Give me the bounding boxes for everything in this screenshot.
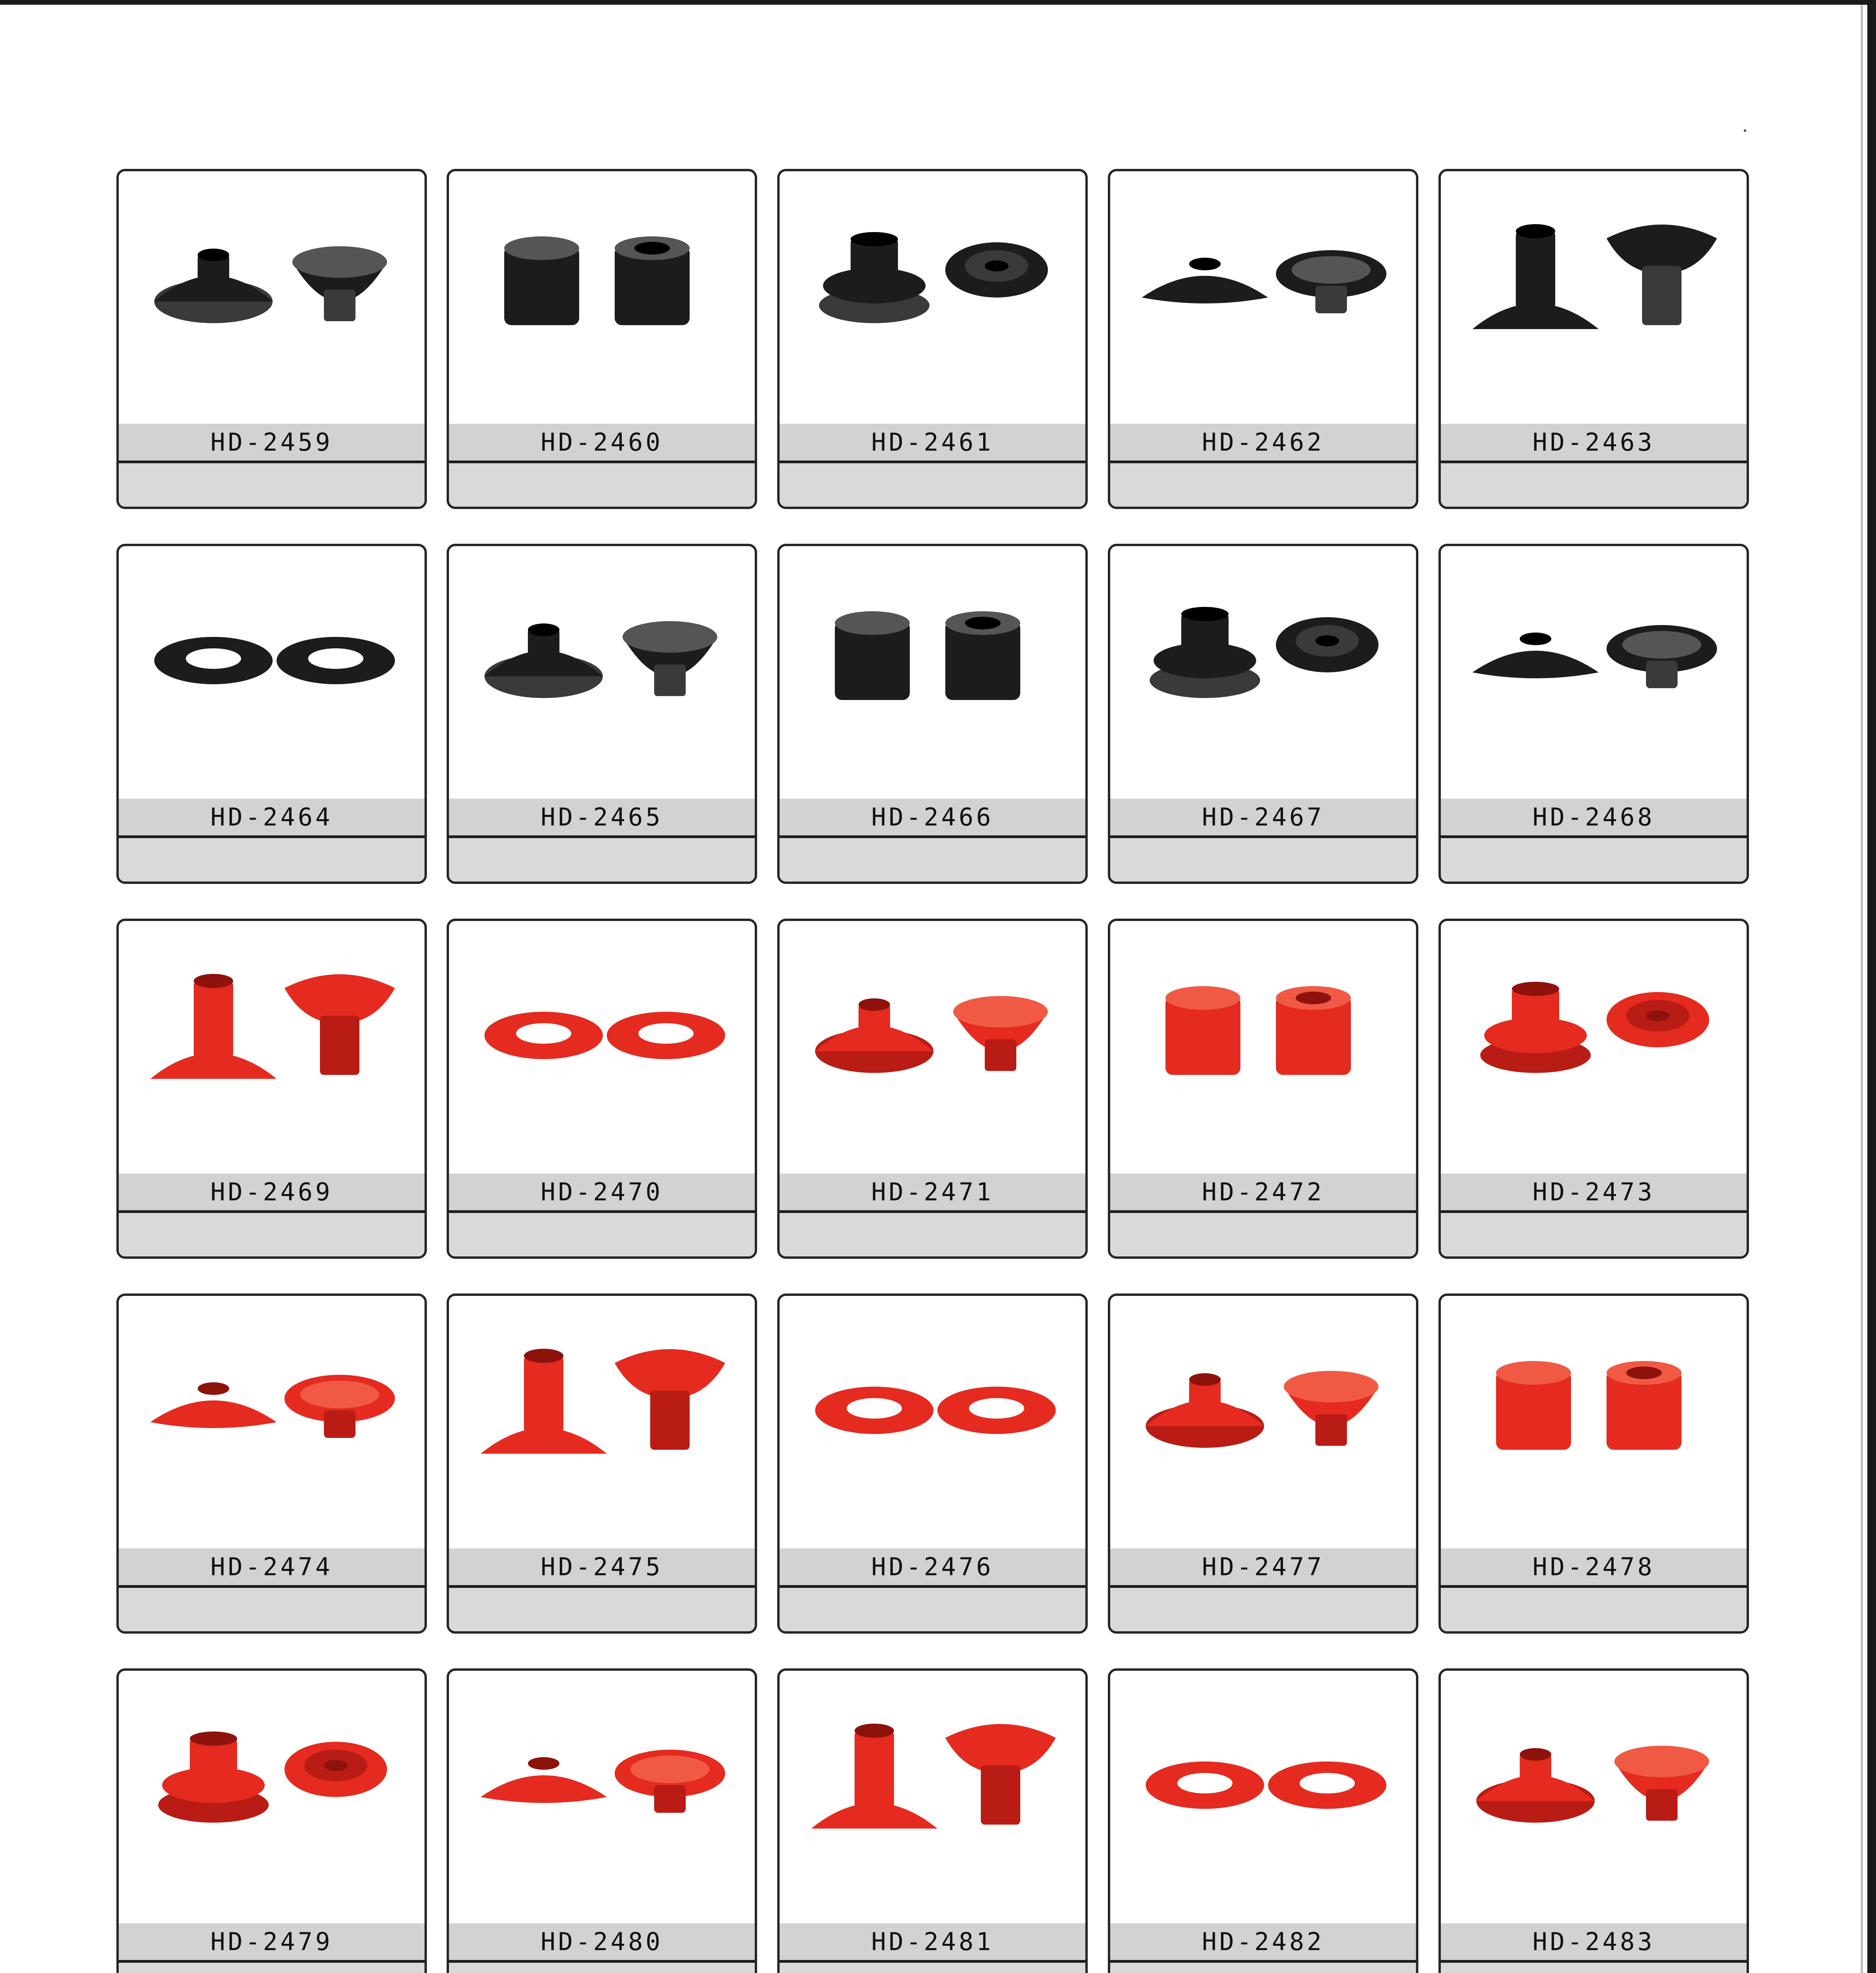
product-code: HD-2474 (210, 1552, 333, 1581)
product-card (1108, 1668, 1418, 1973)
product-blank-bar (119, 1213, 425, 1256)
product-code: HD-2475 (541, 1552, 663, 1581)
product-code-bar (449, 1548, 755, 1588)
product-card (447, 1668, 757, 1973)
product-card (777, 919, 1088, 1259)
product-card (1438, 169, 1749, 509)
product-card (1108, 544, 1418, 884)
product-photo (119, 171, 425, 424)
product-photo (119, 1296, 425, 1548)
product-code: HD-2482 (1202, 1927, 1324, 1956)
product-code: HD-2477 (1202, 1552, 1324, 1581)
product-card (447, 1293, 757, 1634)
product-card (777, 1668, 1088, 1973)
product-blank-bar (449, 1213, 755, 1256)
product-code-bar (1110, 424, 1416, 463)
product-photo (780, 546, 1085, 799)
product-photo (119, 921, 425, 1174)
product-code: HD-2483 (1532, 1927, 1655, 1956)
product-photo (1441, 546, 1747, 799)
product-photo (1441, 171, 1747, 424)
product-photo (449, 171, 755, 424)
product-photo (1110, 921, 1416, 1174)
product-code: HD-2463 (1532, 428, 1655, 457)
product-blank-bar (1441, 1588, 1747, 1631)
product-card (447, 169, 757, 509)
product-blank-bar (119, 838, 425, 882)
product-code-bar (119, 799, 425, 838)
product-blank-bar (1441, 1213, 1747, 1256)
product-card (1108, 1293, 1418, 1634)
product-card (447, 544, 757, 884)
product-photo (780, 1671, 1085, 1923)
product-code: HD-2468 (1532, 803, 1655, 831)
product-code-bar (780, 1548, 1085, 1588)
product-photo (119, 546, 425, 799)
product-code: HD-2470 (541, 1177, 663, 1206)
product-code: HD-2478 (1532, 1552, 1655, 1581)
product-blank-bar (780, 1213, 1085, 1256)
product-code: HD-2464 (210, 803, 333, 831)
product-code-bar (449, 424, 755, 463)
product-code: HD-2469 (210, 1177, 333, 1206)
product-code: HD-2460 (541, 428, 663, 457)
product-card (116, 169, 427, 509)
product-code: HD-2466 (871, 803, 994, 831)
product-code-bar (449, 1923, 755, 1963)
product-blank-bar (449, 838, 755, 882)
product-code-bar (1441, 1548, 1747, 1588)
product-photo (449, 546, 755, 799)
product-code: HD-2461 (871, 428, 994, 457)
print-mark (1744, 129, 1746, 132)
product-code: HD-2462 (1202, 428, 1324, 457)
product-blank-bar (449, 1588, 755, 1631)
product-code-bar (1441, 424, 1747, 463)
product-code-bar (780, 799, 1085, 838)
page-frame-right (1867, 0, 1876, 1973)
product-photo (1441, 1296, 1747, 1548)
product-code-bar (1441, 1923, 1747, 1963)
product-blank-bar (119, 1588, 425, 1631)
product-photo (1110, 546, 1416, 799)
product-blank-bar (119, 463, 425, 507)
product-code-bar (119, 1548, 425, 1588)
product-blank-bar (1441, 1963, 1747, 1973)
product-photo (780, 1296, 1085, 1548)
product-photo (449, 921, 755, 1174)
product-blank-bar (449, 1963, 755, 1973)
product-card (116, 1293, 427, 1634)
page-frame-inner-line (1861, 5, 1863, 1973)
product-blank-bar (1441, 463, 1747, 507)
product-card (1438, 1293, 1749, 1634)
product-card (777, 169, 1088, 509)
product-card (116, 544, 427, 884)
product-code-bar (1110, 1923, 1416, 1963)
product-code: HD-2467 (1202, 803, 1324, 831)
product-blank-bar (1110, 1213, 1416, 1256)
product-photo (780, 921, 1085, 1174)
product-code: HD-2472 (1202, 1177, 1324, 1206)
product-blank-bar (1110, 1963, 1416, 1973)
product-blank-bar (1441, 838, 1747, 882)
product-blank-bar (780, 1963, 1085, 1973)
product-code: HD-2471 (871, 1177, 994, 1206)
product-card (1438, 919, 1749, 1259)
product-blank-bar (1110, 838, 1416, 882)
product-photo (1441, 921, 1747, 1174)
product-card (777, 544, 1088, 884)
product-blank-bar (1110, 463, 1416, 507)
page-frame-top (0, 0, 1876, 5)
product-code-bar (780, 1174, 1085, 1213)
product-blank-bar (1110, 1588, 1416, 1631)
product-code: HD-2465 (541, 803, 663, 831)
product-photo (119, 1671, 425, 1923)
product-photo (1110, 1296, 1416, 1548)
product-card (447, 919, 757, 1259)
product-blank-bar (780, 463, 1085, 507)
product-card (1438, 1668, 1749, 1973)
product-code-bar (780, 424, 1085, 463)
product-card (1108, 169, 1418, 509)
product-photo (1441, 1671, 1747, 1923)
product-code: HD-2479 (210, 1927, 333, 1956)
product-code: HD-2480 (541, 1927, 663, 1956)
product-card (1438, 544, 1749, 884)
product-photo (1110, 171, 1416, 424)
product-blank-bar (780, 838, 1085, 882)
product-blank-bar (449, 463, 755, 507)
product-blank-bar (780, 1588, 1085, 1631)
product-photo (780, 171, 1085, 424)
product-code-bar (780, 1923, 1085, 1963)
product-code-bar (1441, 799, 1747, 838)
product-card (1108, 919, 1418, 1259)
product-code: HD-2481 (871, 1927, 994, 1956)
product-code-bar (1110, 1174, 1416, 1213)
product-code-bar (1441, 1174, 1747, 1213)
product-photo (1110, 1671, 1416, 1923)
product-photo (449, 1671, 755, 1923)
product-code-bar (119, 424, 425, 463)
product-blank-bar (119, 1963, 425, 1973)
product-code: HD-2459 (210, 428, 333, 457)
product-code-bar (449, 1174, 755, 1213)
product-card (116, 919, 427, 1259)
product-code-bar (449, 799, 755, 838)
product-photo (449, 1296, 755, 1548)
product-card (116, 1668, 427, 1973)
product-code-bar (1110, 799, 1416, 838)
product-code-bar (1110, 1548, 1416, 1588)
product-code-bar (119, 1174, 425, 1213)
product-card (777, 1293, 1088, 1634)
product-code-bar (119, 1923, 425, 1963)
product-code: HD-2476 (871, 1552, 994, 1581)
product-code: HD-2473 (1532, 1177, 1655, 1206)
